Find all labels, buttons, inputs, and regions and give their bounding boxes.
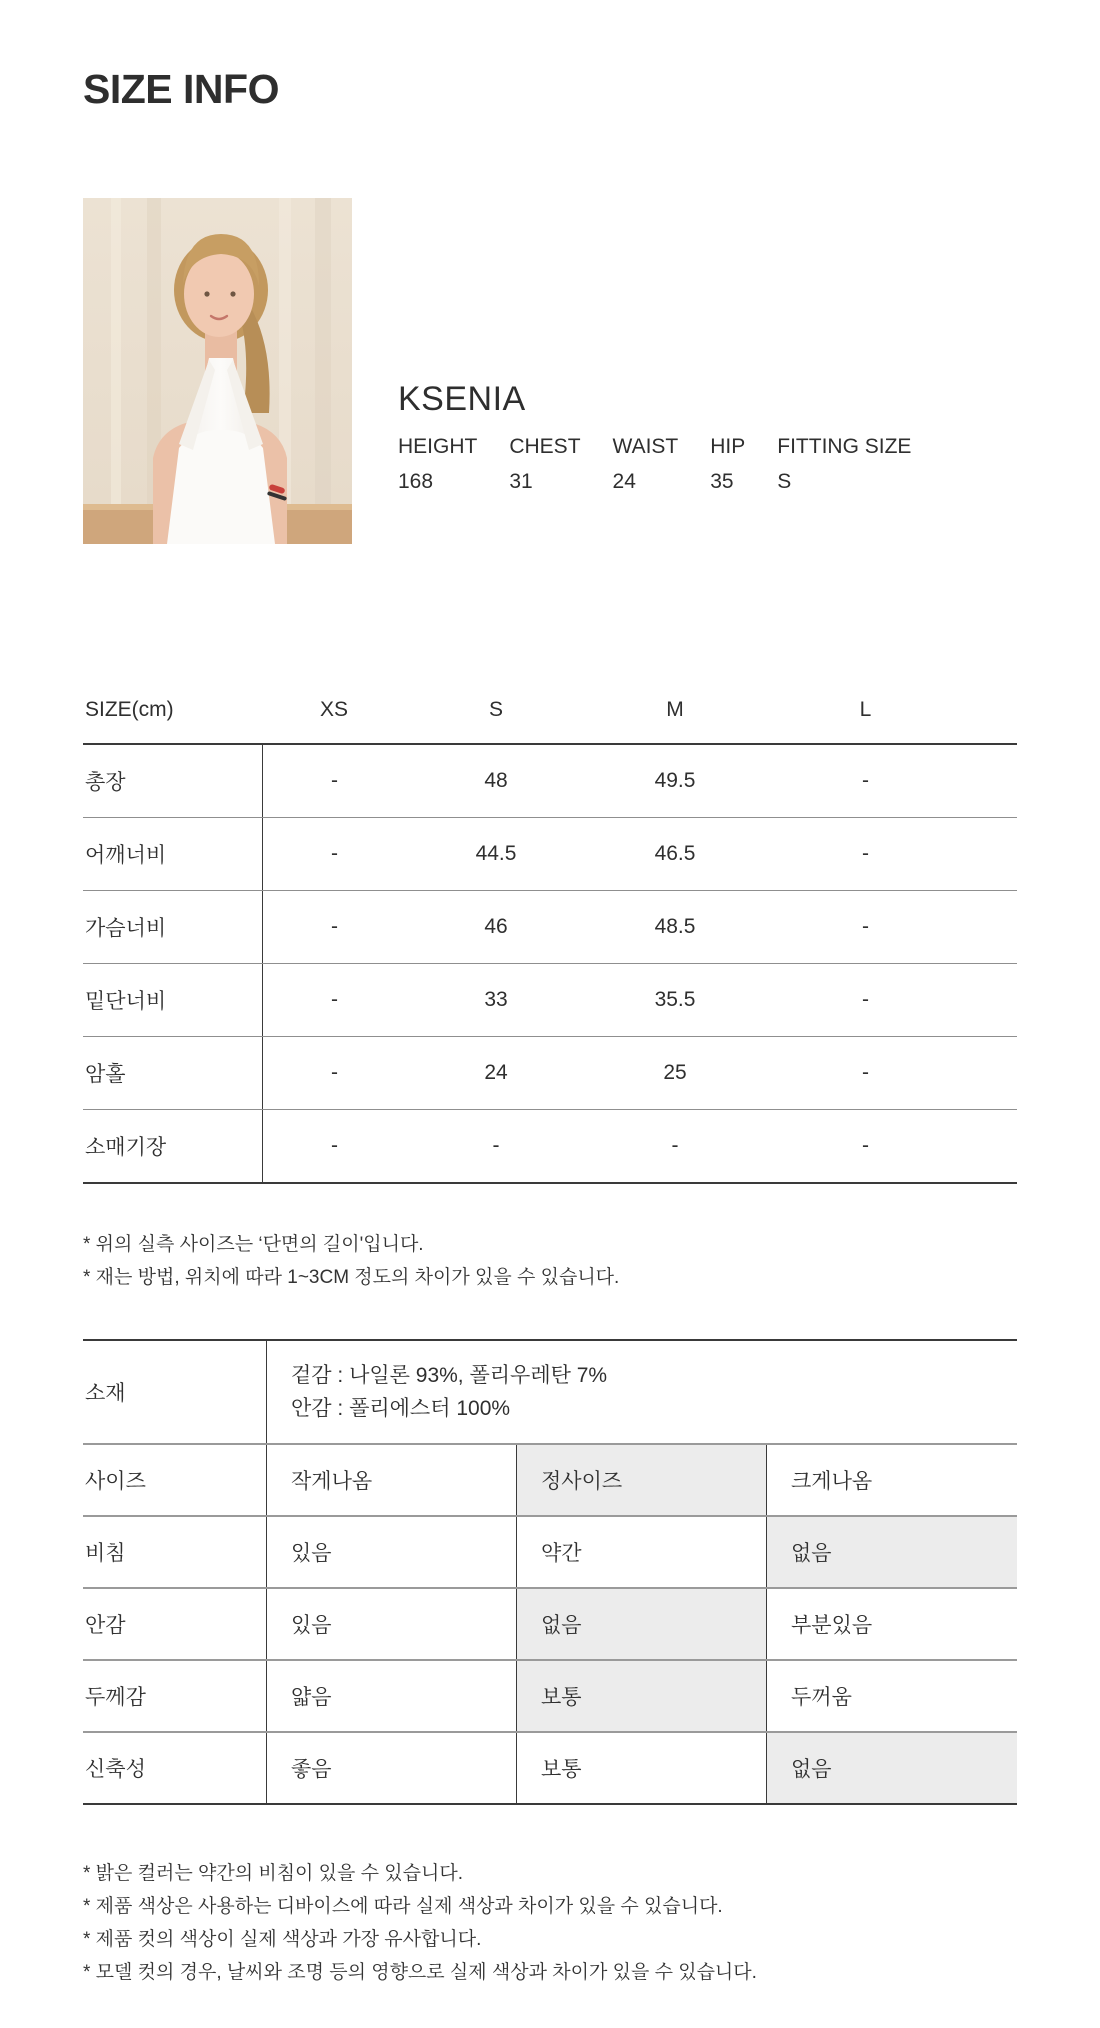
spec-value: 168 xyxy=(398,470,434,493)
fabric-row xyxy=(83,1659,1017,1731)
column-header: L xyxy=(859,698,872,721)
model-name: KSENIA xyxy=(398,380,526,418)
fabric-row xyxy=(83,1515,1017,1587)
spec-value: 24 xyxy=(612,470,636,493)
size-cell: 48 xyxy=(484,769,508,792)
model-info xyxy=(398,198,911,544)
footer-note: * 제품 색상은 사용하는 디바이스에 따라 실제 색상과 차이가 있을 수 있습니다. xyxy=(83,1896,723,1917)
size-table-body xyxy=(83,743,1017,1184)
size-cell: 49.5 xyxy=(654,769,696,792)
size-row xyxy=(83,745,1017,817)
fabric-cell: 작게나옴 xyxy=(266,1445,516,1515)
spec-value: 35 xyxy=(710,470,734,493)
size-cell: - xyxy=(262,1110,406,1182)
row-label: 소매기장 xyxy=(85,1136,167,1159)
size-cell: - xyxy=(862,1061,869,1084)
spec-label: HIP xyxy=(710,435,746,458)
model-photo-illustration xyxy=(83,198,352,544)
fabric-material-row xyxy=(83,1341,1017,1443)
size-cell: 35.5 xyxy=(654,988,696,1011)
size-cell: - xyxy=(862,769,869,792)
column-header: SIZE(cm) xyxy=(85,698,174,721)
spec-item xyxy=(509,434,580,495)
footer-note: * 제품 컷의 색상이 실제 색상과 가장 유사합니다. xyxy=(83,1929,482,1950)
size-info-page xyxy=(83,0,1017,1989)
fabric-cell: 약간 xyxy=(516,1517,766,1587)
column-header: S xyxy=(488,698,503,721)
fabric-cell: 두꺼움 xyxy=(766,1661,1017,1731)
row-label: 밑단너비 xyxy=(85,990,167,1013)
size-table-notes xyxy=(83,1228,1017,1294)
size-cell: - xyxy=(262,891,406,963)
spec-value: 31 xyxy=(509,470,533,493)
footer-note: * 밝은 컬러는 약간의 비침이 있을 수 있습니다. xyxy=(83,1863,463,1884)
size-table-header xyxy=(83,688,1017,743)
fabric-label: 안감 xyxy=(85,1614,126,1637)
fabric-row xyxy=(83,1443,1017,1515)
size-cell: - xyxy=(262,818,406,890)
size-cell: - xyxy=(492,1134,500,1157)
size-cell: 48.5 xyxy=(654,915,696,938)
size-cell: - xyxy=(862,915,869,938)
fabric-label: 사이즈 xyxy=(85,1470,146,1493)
fabric-cell: 보통 xyxy=(516,1661,766,1731)
footer-notes xyxy=(83,1857,1017,1989)
spec-item xyxy=(710,434,745,495)
size-cell: - xyxy=(671,1134,679,1157)
size-row xyxy=(83,817,1017,890)
size-note: * 위의 실측 사이즈는 ‘단면의 길이'입니다. xyxy=(83,1234,424,1255)
size-cell: 44.5 xyxy=(475,842,517,865)
fabric-cell: 없음 xyxy=(516,1589,766,1659)
size-note: * 재는 방법, 위치에 따라 1~3CM 정도의 차이가 있을 수 있습니다. xyxy=(83,1267,620,1288)
size-row xyxy=(83,1109,1017,1182)
size-table xyxy=(83,688,1017,1184)
fabric-row xyxy=(83,1587,1017,1659)
row-label: 어깨너비 xyxy=(85,844,167,867)
fabric-label: 소재 xyxy=(85,1382,126,1405)
column-header: M xyxy=(666,698,684,721)
fabric-cell: 있음 xyxy=(266,1589,516,1659)
page-title: SIZE INFO xyxy=(83,66,279,112)
spec-label: CHEST xyxy=(509,435,581,458)
fabric-cell: 크게나옴 xyxy=(766,1445,1017,1515)
fabric-cell: 얇음 xyxy=(266,1661,516,1731)
size-cell: 24 xyxy=(484,1061,508,1084)
size-cell: - xyxy=(262,745,406,817)
fabric-cell: 없음 xyxy=(766,1733,1017,1803)
fabric-label: 신축성 xyxy=(85,1758,146,1781)
row-label: 총장 xyxy=(85,771,126,794)
fabric-cell: 좋음 xyxy=(266,1733,516,1803)
size-cell: - xyxy=(862,842,869,865)
fabric-row xyxy=(83,1731,1017,1803)
fabric-table xyxy=(83,1339,1017,1805)
size-cell: 25 xyxy=(663,1061,687,1084)
spec-label: FITTING SIZE xyxy=(777,435,912,458)
fabric-cell: 있음 xyxy=(266,1517,516,1587)
fabric-label: 두께감 xyxy=(85,1686,146,1709)
spec-label: HEIGHT xyxy=(398,435,478,458)
model-section xyxy=(83,198,1017,544)
spec-item xyxy=(398,434,477,495)
column-header: XS xyxy=(319,698,348,721)
material-line: 겉감 : 나일론 93%, 폴리우레탄 7% xyxy=(291,1364,608,1387)
model-specs xyxy=(398,434,911,495)
size-cell: 46.5 xyxy=(654,842,696,865)
fabric-label: 비침 xyxy=(85,1542,126,1565)
size-cell: 46 xyxy=(484,915,508,938)
spec-item xyxy=(613,434,679,495)
material-line: 안감 : 폴리에스터 100% xyxy=(291,1397,511,1420)
size-row xyxy=(83,1036,1017,1109)
size-cell: - xyxy=(262,1037,406,1109)
fabric-cell: 보통 xyxy=(516,1733,766,1803)
row-label: 가슴너비 xyxy=(85,917,167,940)
fabric-cell: 부분있음 xyxy=(766,1589,1017,1659)
size-row xyxy=(83,890,1017,963)
size-cell: - xyxy=(862,1134,869,1157)
row-label: 암홀 xyxy=(85,1063,126,1086)
spec-item xyxy=(777,434,911,495)
fabric-cell: 정사이즈 xyxy=(516,1445,766,1515)
spec-value: S xyxy=(777,470,792,493)
model-photo xyxy=(83,198,352,544)
size-cell: - xyxy=(862,988,869,1011)
footer-note: * 모델 컷의 경우, 날씨와 조명 등의 영향으로 실제 색상과 차이가 있을 수 있습니다. xyxy=(83,1962,757,1983)
fabric-cell: 없음 xyxy=(766,1517,1017,1587)
fabric-material-cell xyxy=(266,1341,1017,1443)
size-row xyxy=(83,963,1017,1036)
spec-label: WAIST xyxy=(612,435,679,458)
size-cell: 33 xyxy=(484,988,508,1011)
size-cell: - xyxy=(262,964,406,1036)
